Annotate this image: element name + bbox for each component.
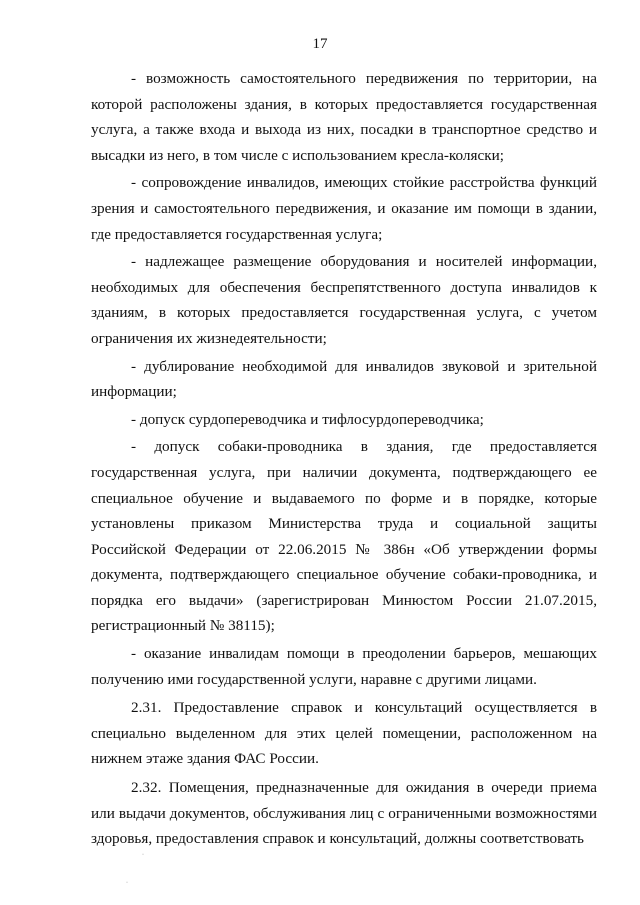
- paragraph-mobility: - возможность самостоятельного передвижения по территории, на которой расположены здания, в которых предоставляется государственная услуга, а также входа и выхода из них, посадки в транспортное средство и высадки из него, в том числе с использованием кресла-коляски;: [91, 70, 597, 164]
- paragraph-barriers: - оказание инвалидам помощи в преодолении барьеров, мешающих получению ими государственной услуги, наравне с другими лицами.: [91, 645, 597, 688]
- page-number: 17: [312, 36, 328, 52]
- paragraph-sign-interpreter: - допуск сурдопереводчика и тифлосурдопереводчика;: [131, 410, 484, 428]
- paragraph-2-32: 2.32. Помещения, предназначенные для ожидания в очереди приема или выдачи документов, обслуживания лиц с ограниченными возможностями здоровья, предоставления справок и консультаций, должны соответствовать: [91, 779, 597, 848]
- paragraph-guide-dog: - допуск собаки-проводника в здания, где предоставляется государственная услуга, при наличии документа, подтверждающего ее специальное обучение и выдаваемого по форме и в порядке, которые установлены приказом Министерства труда и социальной защиты Российской Федерации от 22.06.2015 № 386н «Об утверждении формы документа, подтверждающего специальное обучение собаки-проводника, и порядка его выдачи» (зарегистрирован Минюстом России 21.07.2015, регистрационный № 38115);: [91, 438, 597, 635]
- paragraph-duplication: - дублирование необходимой для инвалидов звуковой и зрительной информации;: [91, 357, 597, 401]
- paragraph-2-31: 2.31. Предоставление справок и консультаций осуществляется в специально выделенном для этих целей помещении, расположенном на нижнем этаже здания ФАС России.: [91, 699, 597, 768]
- paragraph-equipment: - надлежащее размещение оборудования и носителей информации, необходимых для обеспечения беспрепятственного доступа инвалидов к зданиям, в которых предоставляется государственная услуга, с учетом ограничения их жизнедеятельности;: [91, 253, 597, 347]
- scan-speck: ·: [142, 852, 144, 858]
- scan-speck: ·: [126, 880, 128, 886]
- document-body: [91, 66, 597, 852]
- paragraph-escort: - сопровождение инвалидов, имеющих стойкие расстройства функций зрения и самостоятельного передвижения, и оказание им помощи в здании, где предоставляется государственная услуга;: [91, 174, 597, 243]
